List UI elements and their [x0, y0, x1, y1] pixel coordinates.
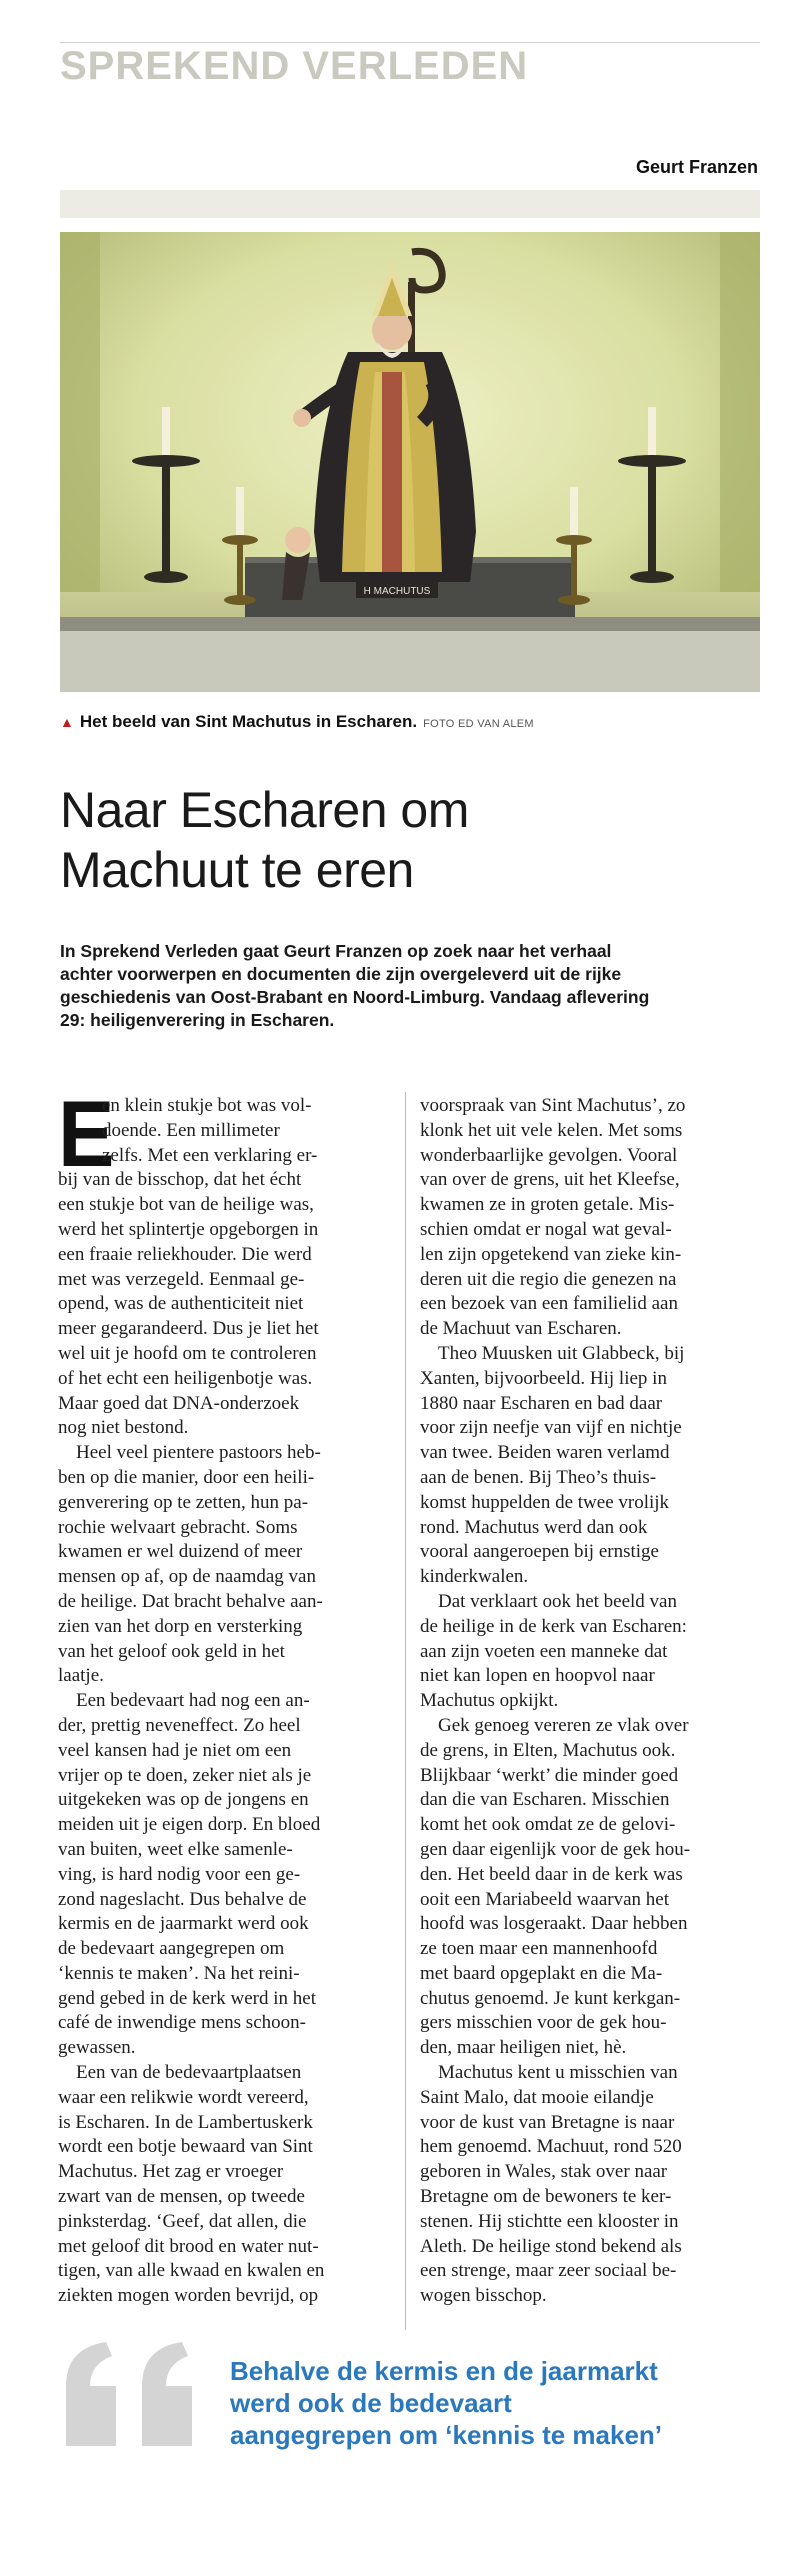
headline-line: Machuut te eren: [60, 842, 414, 898]
article-line: Heel veel pientere pastoors heb-: [76, 1442, 321, 1464]
statue-photo: [60, 232, 760, 692]
article-line: rochie welvaart gebracht. Soms: [58, 1516, 298, 1538]
header-band: [60, 190, 760, 218]
article-line: met geloof dit brood en water nut-: [58, 2235, 319, 2257]
article-line: gers misschien voor de gek hou-: [420, 2012, 667, 2034]
article-line: genverering op te zetten, hun pa-: [58, 1491, 309, 1513]
article-line: de bedevaart aangegrepen om: [58, 1938, 285, 1960]
article-line: ze toen maar een mannenhoofd: [420, 1938, 658, 1960]
article-line: met baard opgeplakt en die Ma-: [420, 1962, 663, 1984]
intro-line: geschiedenis van Oost-Brabant en Noord-Limburg. Vandaag aflevering: [60, 987, 650, 1007]
article-line: een fraaie reliekhouder. Die werd: [58, 1243, 312, 1265]
article-line: Machutus. Het zag er vroeger: [58, 2161, 284, 2183]
headline-line: Naar Escharen om: [60, 782, 469, 838]
article-line: ving, is hard nodig voor een ge-: [58, 1863, 301, 1885]
article-line: Saint Malo, dat mooie eilandje: [420, 2086, 654, 2108]
article-line: meer gegarandeerd. Dus je liet het: [58, 1318, 319, 1340]
article-line: komst huppelden de twee vrolijk: [420, 1491, 670, 1513]
article-line: is Escharen. In de Lambertuskerk: [58, 2111, 313, 2133]
article-line: den, maar heiligen niet, hè.: [420, 2037, 627, 2059]
article-line: Gek genoeg vereren ze vlak over: [438, 1714, 689, 1736]
article-line: de heilige. Dat bracht behalve aan-: [58, 1590, 323, 1612]
article-line: werd het splintertje opgeborgen in: [58, 1218, 319, 1240]
article-line: wel uit je hoofd om te controleren: [58, 1342, 317, 1364]
article-line: voorspraak van Sint Machutus’, zo: [420, 1095, 686, 1116]
photo-caption: [60, 712, 534, 732]
article-line: gend gebed in de kerk werd in het: [58, 1987, 316, 2009]
article-line: Machutus opkijkt.: [420, 1690, 559, 1712]
article-line: ooit een Mariabeeld waarvan het: [420, 1888, 669, 1910]
article-line: wordt een botje bewaard van Sint: [58, 2136, 313, 2158]
intro-line: 29: heiligenverering in Escharen.: [60, 1010, 335, 1030]
article-line: 1880 naar Escharen en bad daar: [420, 1392, 663, 1414]
article-line: Xanten, bijvoorbeeld. Hij liep in: [420, 1367, 667, 1389]
pull-quote-line: Behalve de kermis en de jaarmarkt: [230, 2356, 658, 2386]
article-line: aan de benen. Bij Theo’s thuis-: [420, 1466, 657, 1488]
intro-line: achter voorwerpen en documenten die zijn overgeleverd uit de rijke: [60, 964, 622, 984]
article-line: ‘kennis te maken’. Na het reini-: [58, 1962, 300, 1984]
article-line: Machutus kent u misschien van: [438, 2062, 678, 2084]
photo-credit: FOTO ED VAN ALEM: [423, 718, 534, 730]
pull-quote-line: werd ook de bedevaart: [230, 2388, 512, 2418]
article-line: een bezoek van een familielid aan: [420, 1293, 678, 1315]
article-line: de heilige in de kerk van Escharen:: [420, 1615, 687, 1637]
article-line: Maar goed dat DNA-onderzoek: [58, 1392, 300, 1414]
article-line: stenen. Hij stichtte een klooster in: [420, 2210, 679, 2232]
article-line: zond nageslacht. Dus behalve de: [58, 1888, 307, 1910]
article-line: Theo Muusken uit Glabbeck, bij: [438, 1342, 685, 1364]
article-line: deren uit die regio die genezen na: [420, 1268, 677, 1290]
article-line: of het echt een heiligenbotje was.: [58, 1367, 313, 1389]
article-line: van buiten, weet elke samenle-: [58, 1838, 293, 1860]
article-line: café de inwendige mens schoon-: [58, 2012, 306, 2034]
article-line: hoofd was losgeraakt. Daar hebben: [420, 1913, 688, 1935]
article-line: Blijkbaar ‘werkt’ die minder goed: [420, 1764, 679, 1786]
article-intro: [60, 940, 760, 1032]
article-line: de grens, in Elten, Machutus ook.: [420, 1739, 676, 1761]
article-line: gewassen.: [58, 2037, 136, 2059]
article-line: klonk het uit vele kelen. Met soms: [420, 1119, 683, 1141]
article-line: met was verzegeld. Eenmaal ge-: [58, 1268, 305, 1290]
article-line: van twee. Beiden waren verlamd: [420, 1442, 670, 1464]
article-line: opend, was de authenticiteit niet: [58, 1293, 304, 1315]
article-line: Aleth. De heilige stond bekend als: [420, 2235, 682, 2257]
article-line: Bretagne om de bewoners te ker-: [420, 2186, 672, 2208]
caption-text: Het beeld van Sint Machutus in Escharen.: [79, 712, 418, 731]
article-line: gen daar eigenlijk voor de gek hou-: [420, 1838, 691, 1860]
top-rule: [60, 42, 760, 43]
article-line: een strenge, maar zeer sociaal be-: [420, 2260, 677, 2282]
pedestal-label: H MACHUTUS: [363, 586, 431, 597]
article-line: doende. Een millimeter: [102, 1119, 280, 1141]
article-line: mensen op af, op de naamdag van: [58, 1566, 316, 1588]
article-line: zien van het dorp en versterking: [58, 1615, 303, 1637]
article-line: chutus genoemd. Je kunt kerkgan-: [420, 1987, 681, 2009]
article-line: schien omdat er nogal wat geval-: [420, 1218, 672, 1240]
pull-quote: [230, 2355, 662, 2451]
article-line: kwamen ze in groten getale. Mis-: [420, 1194, 675, 1216]
article-line: Een van de bedevaartplaatsen: [76, 2062, 302, 2084]
article-line: laatje.: [58, 1665, 104, 1687]
article-line: dan die van Escharen. Misschien: [420, 1789, 670, 1811]
article-line: vooral aangeroepen bij ernstige: [420, 1541, 659, 1563]
article-line: ziekten mogen worden bevrijd, op: [58, 2285, 319, 2307]
article-line: wonderbaarlijke gevolgen. Vooral: [420, 1144, 678, 1166]
article-line: niet kan lopen en hoopvol naar: [420, 1665, 655, 1687]
article-line: der, prettig neveneffect. Zo heel: [58, 1714, 301, 1736]
drop-cap: E: [58, 1081, 115, 1186]
article-line: Een bedevaart had nog een an-: [76, 1690, 310, 1712]
article-line: kinderkwalen.: [420, 1566, 529, 1588]
article-line: den. Het beeld daar in de kerk was: [420, 1863, 683, 1885]
article-line: zwart van de mensen, op tweede: [58, 2186, 305, 2208]
quote-marks-icon: [60, 2342, 210, 2452]
caption-triangle-icon: ▲: [60, 714, 74, 730]
article-line: zelfs. Met een verklaring er-: [102, 1144, 318, 1166]
article-line: vrijer op te doen, zeker niet als je: [58, 1764, 312, 1786]
article-line: ben op die manier, door een heili-: [58, 1466, 315, 1488]
column-divider: [405, 1092, 406, 2330]
article-line: veel kansen had je niet om een: [58, 1739, 292, 1761]
article-line: een stukje bot van de heilige was,: [58, 1194, 314, 1216]
article-line: waar een relikwie wordt vereerd,: [58, 2086, 309, 2108]
article-line: nog niet bestond.: [58, 1417, 189, 1439]
article-line: geboren in Wales, stak over naar: [420, 2161, 668, 2183]
section-rubric: SPREKEND VERLEDEN: [60, 44, 529, 88]
article-line: rond. Machutus werd dan ook: [420, 1516, 648, 1538]
article-line: wogen bisschop.: [420, 2285, 547, 2307]
article-line: len zijn opgetekend van zieke kin-: [420, 1243, 682, 1265]
article-line: tigen, van alle kwaad en kwalen en: [58, 2260, 325, 2282]
article-column-left: [58, 1081, 403, 2309]
article-line: uitgekeken was op de jongens en: [58, 1789, 309, 1811]
article-line: kermis en de jaarmarkt werd ook: [58, 1913, 309, 1935]
article-line: kwamen er wel duizend of meer: [58, 1541, 303, 1563]
article-line: voor zijn neefje van vijf en nichtje: [420, 1417, 682, 1439]
intro-line: In Sprekend Verleden gaat Geurt Franzen op zoek naar het verhaal: [60, 941, 612, 961]
article-headline: [60, 780, 760, 900]
article-column-right: [420, 1094, 765, 2309]
statue-photo-illustration: [60, 232, 760, 692]
article-line: van over de grens, uit het Kleefse,: [420, 1169, 680, 1191]
article-line: en klein stukje bot was vol-: [102, 1095, 312, 1116]
article-line: hem genoemd. Machuut, rond 520: [420, 2136, 682, 2158]
article-line: pinksterdag. ‘Geef, dat allen, die: [58, 2210, 307, 2232]
article-line: meiden uit je eigen dorp. En bloed: [58, 1814, 321, 1836]
author-byline: Geurt Franzen: [635, 157, 758, 177]
article-line: de Machuut van Escharen.: [420, 1318, 622, 1340]
article-line: voor de kust van Bretagne is naar: [420, 2111, 675, 2133]
article-line: van het geloof ook geld in het: [58, 1640, 285, 1662]
article-line: komt het ook omdat ze de gelovi-: [420, 1814, 676, 1836]
pull-quote-line: aangegrepen om ‘kennis te maken’: [230, 2420, 663, 2450]
article-line: aan zijn voeten een manneke dat: [420, 1640, 668, 1662]
article-line: bij van de bisschop, dat het écht: [58, 1169, 302, 1191]
article-line: Dat verklaart ook het beeld van: [438, 1590, 677, 1612]
